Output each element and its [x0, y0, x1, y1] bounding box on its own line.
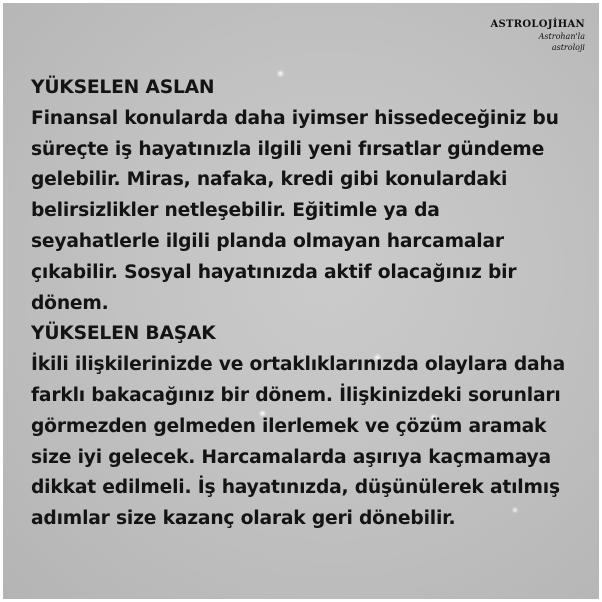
text-line: görmezden gelmeden ilerlemek ve çözüm aramak	[31, 415, 547, 437]
brand-tagline-line1: Astrohan'la	[538, 32, 585, 41]
text-line: çıkabilir. Sosyal hayatınızda aktif olacağınız bir	[31, 261, 517, 283]
text-line: İkili ilişkilerinizde ve ortaklıklarınızda olaylara daha	[31, 354, 565, 376]
section-yukselen-basak	[31, 319, 591, 535]
text-line: dikkat edilmeli. İş hayatınızda, düşünülerek atılmış	[31, 477, 560, 499]
text-line: size iyi gelecek. Harcamalarda aşırıya kaçmamaya	[31, 446, 551, 468]
text-line: belirsizlikler netleşebilir. Eğitimle ya da	[31, 200, 440, 222]
section-yukselen-aslan	[31, 73, 591, 319]
text-line: seyahatlerle ilgili planda olmayan harcamalar	[31, 230, 504, 252]
brand-tagline-line2: astroloji	[551, 43, 585, 52]
text-line: farklı bakacağınız bir dönem. İlişkinizdeki sorunları	[31, 384, 561, 406]
text-line: adımlar size kazanç olarak geri dönebilir.	[31, 508, 456, 530]
text-line: gelebilir. Miras, nafaka, kredi gibi konulardaki	[31, 169, 508, 191]
text-line: Finansal konularda daha iyimser hissedeceğiniz bu	[31, 107, 559, 129]
brand-name: ASTROLOJİHAN	[490, 19, 585, 30]
post-image	[3, 3, 599, 599]
text-line: dönem.	[31, 292, 109, 314]
brand-logo	[490, 19, 585, 52]
section-heading: YÜKSELEN ASLAN	[31, 77, 215, 98]
text-line: süreçte iş hayatınızla ilgili yeni fırsatlar gündeme	[31, 138, 545, 160]
section-heading: YÜKSELEN BAŞAK	[31, 323, 216, 345]
horoscope-text	[31, 73, 591, 535]
